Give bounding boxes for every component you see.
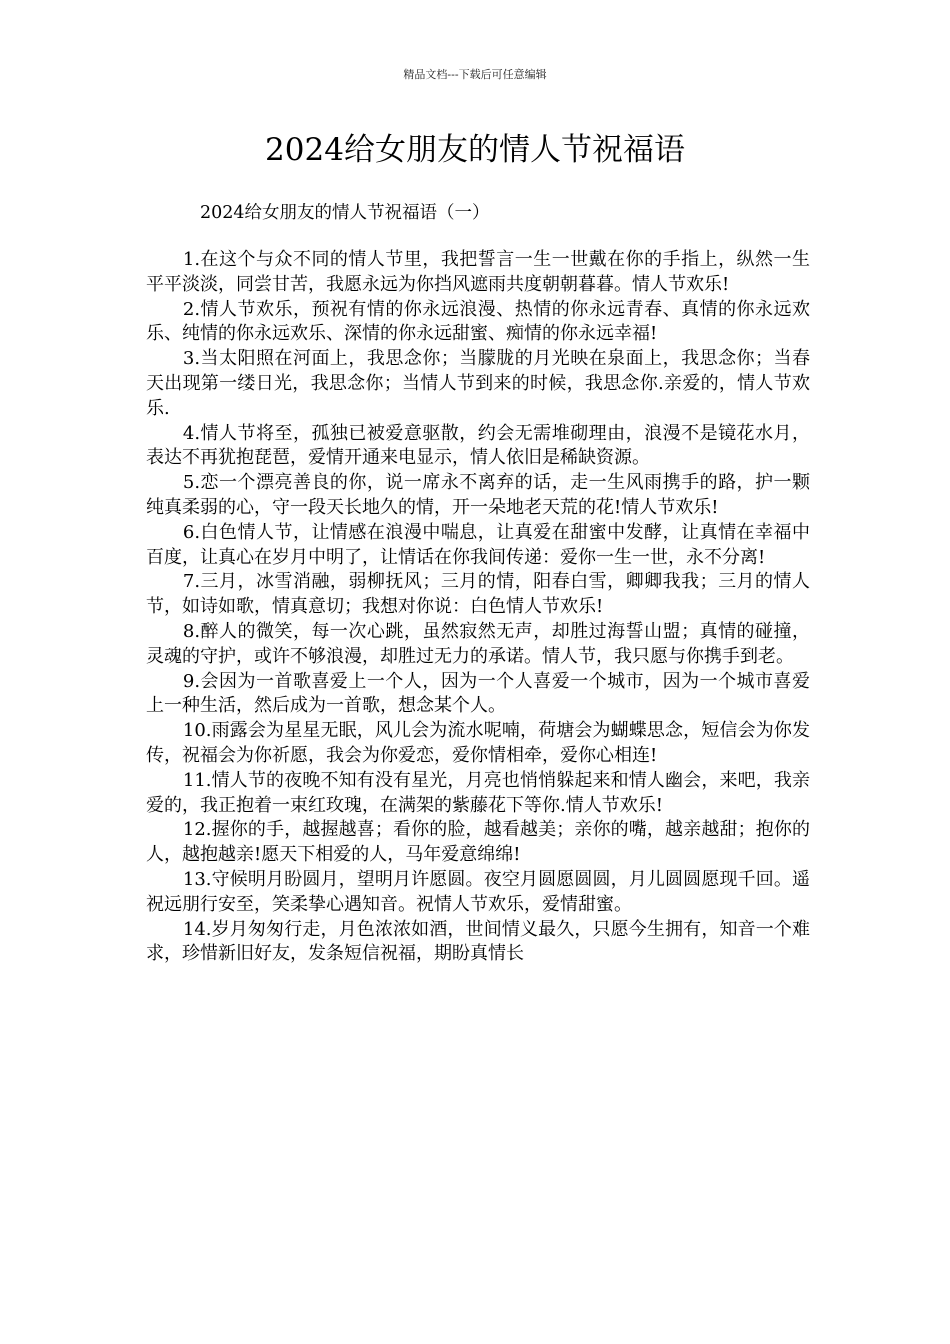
paragraph-3: 3.当太阳照在河面上，我思念你；当朦胧的月光映在泉面上，我思念你；当春天出现第一缕日光，我思念你；当情人节到来的时候，我思念你.亲爱的，情人节欢乐. — [146, 348, 810, 419]
header-note: 精品文档---下载后可任意编辑 — [403, 68, 547, 81]
paragraph-6: 6.白色情人节，让情感在浪漫中喘息，让真爱在甜蜜中发酵，让真情在幸福中百度，让真心在岁月中明了，让情话在你我间传递：爱你一生一世，永不分离! — [146, 521, 810, 568]
paragraph-1: 1.在这个与众不同的情人节里，我把誓言一生一世戴在你的手指上，纵然一生平平淡淡，同尝甘苦，我愿永远为你挡风遮雨共度朝朝暮暮。情人节欢乐! — [146, 249, 810, 295]
paragraph-8: 8.醉人的微笑，每一次心跳，虽然寂然无声，却胜过海誓山盟；真情的碰撞，灵魂的守护，或许不够浪漫，却胜过无力的承诺。情人节，我只愿与你携手到老。 — [146, 620, 810, 667]
section-subtitle: 2024给女朋友的情人节祝福语（一） — [200, 203, 490, 223]
paragraph-5: 5.恋一个漂亮善良的你，说一席永不离弃的话，走一生风雨携手的路，护一颗纯真柔弱的心，守一段天长地久的情，开一朵地老天荒的花!情人节欢乐! — [146, 472, 810, 518]
paragraph-9: 9.会因为一首歌喜爱上一个人，因为一个人喜爱一个城市，因为一个城市喜爱上一种生活，然后成为一首歌，想念某个人。 — [146, 670, 810, 717]
paragraph-13: 13.守候明月盼圆月，望明月许愿圆。夜空月圆愿圆圆，月儿圆圆愿现千回。遥祝远朋行安至，笑柔挚心遇知音。祝情人节欢乐，爱情甜蜜。 — [146, 868, 810, 915]
paragraph-14: 14.岁月匆匆行走，月色浓浓如酒，世间情义最久，只愿今生拥有，知音一个难求，珍惜新旧好友，发条短信祝福，期盼真情长 — [146, 918, 810, 965]
paragraph-11: 11.情人节的夜晚不知有没有星光，月亮也悄悄躲起来和情人幽会，来吧，我亲爱的，我正抱着一束红玫瑰，在满架的紫藤花下等你.情人节欢乐! — [146, 769, 810, 816]
paragraph-12: 12.握你的手，越握越喜；看你的脸，越看越美；亲你的嘴，越亲越甜；抱你的人，越抱越亲!愿天下相爱的人，马年爱意绵绵! — [146, 819, 810, 866]
paragraph-7: 7.三月，冰雪消融，弱柳抚风；三月的情，阳春白雪，卿卿我我；三月的情人节，如诗如歌，情真意切；我想对你说：白色情人节欢乐! — [146, 571, 810, 618]
paragraph-4: 4.情人节将至，孤独已被爱意驱散，约会无需堆砌理由，浪漫不是镜花水月，表达不再犹抱琵琶，爱情开通来电显示，情人依旧是稀缺资源。 — [146, 422, 810, 469]
page-title: 2024给女朋友的情人节祝福语 — [265, 132, 685, 168]
body-text — [146, 248, 810, 967]
paragraph-10: 10.雨露会为星星无眠，风儿会为流水呢喃，荷塘会为蝴蝶思念，短信会为你发传，祝福会为你祈愿，我会为你爱恋，爱你情相牵，爱你心相连! — [146, 720, 810, 766]
paragraph-2: 2.情人节欢乐，预祝有情的你永远浪漫、热情的你永远青春、真情的你永远欢乐、纯情的你永远欢乐、深情的你永远甜蜜、痴情的你永远幸福! — [146, 298, 810, 345]
